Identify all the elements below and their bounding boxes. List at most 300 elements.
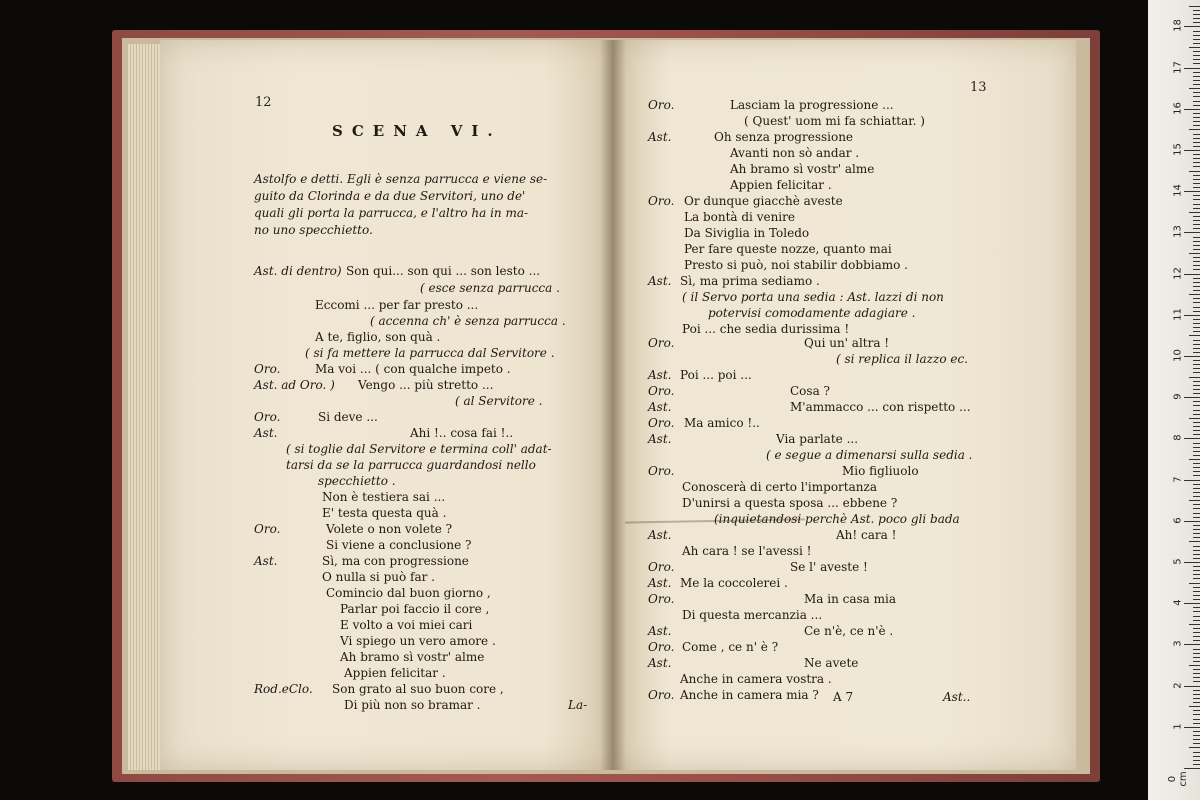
ruler-tick (1193, 550, 1200, 551)
ruler-tick (1193, 278, 1200, 279)
ruler-tick (1189, 129, 1200, 130)
speaker-label: Ast. di dentro) (254, 264, 342, 278)
ruler-tick (1184, 109, 1200, 110)
ruler-tick (1193, 467, 1200, 468)
dialogue-line: Ma in casa mia (804, 592, 897, 606)
dialogue-line: Qui un' altra ! (804, 336, 890, 350)
dialogue-line: Avanti non sò andar . (730, 146, 860, 160)
dialogue-line: Poi ... poi ... (680, 368, 752, 382)
ruler-tick (1184, 356, 1200, 357)
ruler-tick (1193, 175, 1200, 176)
ruler-tick (1193, 138, 1200, 139)
ruler-tick (1193, 101, 1200, 102)
dialogue-line: M'ammacco ... con rispetto ... (790, 400, 971, 414)
ruler-tick (1193, 331, 1200, 332)
catchword-right: Ast.. (943, 690, 971, 704)
ruler-tick (1184, 521, 1200, 522)
speaker-label: Ast. (254, 554, 278, 568)
ruler-tick (1193, 146, 1200, 147)
dialogue-line: Comincio dal buon giorno , (326, 586, 491, 600)
dialogue-line: Ne avete (804, 656, 859, 670)
ruler-tick (1193, 319, 1200, 320)
ruler-tick (1193, 636, 1200, 637)
ruler-tick (1189, 500, 1200, 501)
dialogue-line: Ma voi ... ( con qualche impeto . (315, 362, 511, 376)
page-number-left: 12 (255, 95, 272, 110)
ruler-tick (1193, 599, 1200, 600)
ruler-number: 12 (1172, 266, 1184, 280)
ruler-number: 8 (1172, 434, 1184, 442)
ruler-tick (1193, 18, 1200, 19)
ruler-tick (1184, 480, 1200, 481)
ruler-tick (1193, 752, 1200, 753)
ruler-tick (1193, 710, 1200, 711)
ruler-tick (1193, 323, 1200, 324)
dialogue-line: Di più non so bramar . (344, 698, 481, 712)
ruler-tick (1193, 484, 1200, 485)
stage-direction-line: quali gli porta la parrucca, e l'altro ha in ma- (254, 206, 529, 220)
ruler-tick (1193, 475, 1200, 476)
ruler-tick (1189, 294, 1200, 295)
dialogue-line: Mio figliuolo (842, 464, 919, 478)
dialogue-line: A te, figlio, son quà . (315, 330, 441, 344)
page-edges (128, 44, 160, 770)
ruler-tick (1193, 220, 1200, 221)
ruler-tick (1193, 55, 1200, 56)
ruler-tick (1193, 447, 1200, 448)
ruler-tick (1193, 517, 1200, 518)
dialogue-line: Anche in camera mia ? (680, 688, 819, 702)
ruler-tick (1193, 22, 1200, 23)
ruler-tick (1193, 393, 1200, 394)
dialogue-line: Or dunque giacchè aveste (684, 194, 843, 208)
ruler-tick (1184, 274, 1200, 275)
ruler-tick (1193, 208, 1200, 209)
speaker-label: Ast. (648, 624, 672, 638)
dialogue-line: E' testa questa quà . (322, 506, 447, 520)
dialogue-line: ( accenna ch' è senza parrucca . (370, 314, 566, 328)
ruler-tick (1193, 451, 1200, 452)
ruler-tick (1193, 410, 1200, 411)
ruler-tick (1193, 237, 1200, 238)
ruler-tick (1193, 661, 1200, 662)
ruler-tick (1193, 525, 1200, 526)
dialogue-line: ( si replica il lazzo ec. (836, 352, 968, 366)
ruler-number: 6 (1172, 517, 1184, 524)
speaker-label: Ast. (648, 432, 672, 446)
signature-mark: A 7 (833, 690, 854, 704)
speaker-label: Ast. (648, 400, 672, 414)
ruler-tick (1193, 620, 1200, 621)
ruler-tick (1193, 286, 1200, 287)
ruler-tick (1193, 269, 1200, 270)
ruler-tick (1189, 665, 1200, 666)
stage-direction-line: no uno specchietto. (254, 223, 373, 237)
ruler-tick (1193, 488, 1200, 489)
ruler-tick (1193, 681, 1200, 682)
speaker-label: Oro. (648, 592, 675, 606)
ruler-tick (1193, 574, 1200, 575)
ruler-tick (1193, 434, 1200, 435)
ruler-tick (1193, 298, 1200, 299)
ruler-number: 10 (1172, 349, 1184, 362)
speaker-label: Ast. (648, 130, 672, 144)
speaker-label: Ast. (648, 274, 672, 288)
ruler-tick (1193, 31, 1200, 32)
ruler-number: 13 (1172, 225, 1184, 239)
dialogue-line: O nulla si può far . (322, 570, 435, 584)
ruler-tick (1184, 603, 1200, 604)
dialogue-line: Eccomi ... per far presto ... (315, 298, 479, 312)
ruler-tick (1184, 727, 1200, 728)
ruler-tick (1193, 368, 1200, 369)
ruler-number: 3 (1172, 640, 1184, 648)
ruler-tick (1193, 554, 1200, 555)
ruler-tick (1193, 195, 1200, 196)
ruler-tick (1193, 455, 1200, 456)
dialogue-line: Ce n'è, ce n'è . (804, 624, 894, 638)
dialogue-line: Presto si può, noi stabilir dobbiamo . (684, 258, 908, 272)
ruler-tick (1193, 537, 1200, 538)
ruler-tick (1184, 397, 1200, 398)
ruler-tick (1193, 743, 1200, 744)
ruler-tick (1193, 360, 1200, 361)
ruler-tick (1193, 405, 1200, 406)
ruler-tick (1193, 702, 1200, 703)
ruler-tick (1184, 232, 1200, 233)
ruler-tick (1193, 558, 1200, 559)
ruler-tick (1193, 92, 1200, 93)
ruler-tick (1193, 179, 1200, 180)
ruler-tick (1193, 616, 1200, 617)
ruler-tick (1193, 183, 1200, 184)
ruler-tick (1193, 611, 1200, 612)
speaker-label: Oro. (648, 384, 675, 398)
ruler-tick (1189, 624, 1200, 625)
dialogue-line: Vi spiego un vero amore . (340, 634, 496, 648)
ruler-tick (1193, 657, 1200, 658)
ruler-tick (1193, 344, 1200, 345)
ruler-tick (1193, 302, 1200, 303)
ruler-tick (1193, 290, 1200, 291)
ruler-tick (1193, 760, 1200, 761)
dialogue-line: Lasciam la progressione ... (730, 98, 894, 112)
ruler-tick (1193, 216, 1200, 217)
dialogue-line: Da Siviglia in Toledo (684, 226, 810, 240)
dialogue-line: Si deve ... (318, 410, 378, 424)
ruler-tick (1189, 88, 1200, 89)
ruler-tick (1193, 649, 1200, 650)
ruler-tick (1193, 546, 1200, 547)
speaker-label: Ast. (648, 576, 672, 590)
ruler-tick (1193, 513, 1200, 514)
speaker-label: Oro. (648, 560, 675, 574)
ruler-number: 16 (1172, 101, 1184, 115)
ruler-number: 7 (1172, 475, 1184, 483)
ruler-tick (1189, 541, 1200, 542)
ruler-tick (1193, 640, 1200, 641)
dialogue-line: (inquietandosi perchè Ast. poco gli bada (714, 512, 960, 526)
ruler-tick (1193, 578, 1200, 579)
dialogue-line: Appien felicitar . (730, 178, 832, 192)
speaker-label: Oro. (648, 416, 675, 430)
ruler-tick (1193, 735, 1200, 736)
dialogue-line: Come , ce n' è ? (682, 640, 779, 654)
dialogue-line: potervisi comodamente adagiare . (708, 306, 916, 320)
ruler-tick (1193, 422, 1200, 423)
ruler-number: 9 (1172, 393, 1184, 400)
dialogue-line: Via parlate ... (776, 432, 859, 446)
dialogue-line: Ahi !.. cosa fai !.. (410, 426, 514, 440)
ruler-tick (1193, 714, 1200, 715)
ruler-tick (1193, 471, 1200, 472)
ruler-tick (1193, 533, 1200, 534)
ruler-tick (1193, 249, 1200, 250)
ruler-tick (1193, 632, 1200, 633)
dialogue-line: specchietto . (318, 474, 396, 488)
ruler-tick (1193, 364, 1200, 365)
ruler-tick (1193, 14, 1200, 15)
speaker-label: Oro. (648, 194, 675, 208)
ruler-tick (1184, 315, 1200, 316)
ruler-tick (1193, 63, 1200, 64)
ruler-tick (1193, 10, 1200, 11)
ruler-tick (1193, 591, 1200, 592)
ruler-tick (1189, 47, 1200, 48)
dialogue-line: Ma amico !.. (684, 416, 760, 430)
ruler-tick (1193, 134, 1200, 135)
ruler-tick (1193, 756, 1200, 757)
ruler-tick (1193, 352, 1200, 353)
ruler-tick (1193, 76, 1200, 77)
ruler-tick (1193, 241, 1200, 242)
ruler-tick (1184, 191, 1200, 192)
ruler-tick (1189, 747, 1200, 748)
ruler-tick (1193, 51, 1200, 52)
dialogue-line: Sì, ma prima sediamo . (680, 274, 820, 288)
ruler-tick (1193, 719, 1200, 720)
ruler-tick (1193, 154, 1200, 155)
ruler-number: 18 (1172, 19, 1184, 33)
ruler-tick (1193, 162, 1200, 163)
ruler-tick (1193, 731, 1200, 732)
ruler-tick (1189, 253, 1200, 254)
ruler-tick (1193, 385, 1200, 386)
speaker-label: Ast. (648, 656, 672, 670)
ruler-tick (1193, 607, 1200, 608)
speaker-label: Oro. (648, 640, 675, 654)
dialogue-line: Ah bramo sì vostr' alme (340, 650, 485, 664)
stage-direction-line: guito da Clorinda e da due Servitori, uno de' (254, 189, 526, 203)
ruler-tick (1193, 430, 1200, 431)
ruler-tick (1193, 257, 1200, 258)
ruler-tick (1193, 282, 1200, 283)
ruler-tick (1193, 245, 1200, 246)
ruler-tick (1193, 570, 1200, 571)
ruler-tick (1193, 311, 1200, 312)
ruler-tick (1193, 504, 1200, 505)
ruler-tick (1193, 199, 1200, 200)
ruler-unit-label: 0 cm (1167, 771, 1189, 787)
spine-shadow (600, 40, 626, 770)
ruler-tick (1184, 438, 1200, 439)
ruler-tick (1193, 401, 1200, 402)
ruler-tick (1193, 587, 1200, 588)
ruler-tick (1189, 706, 1200, 707)
ruler-tick (1193, 84, 1200, 85)
dialogue-line: La bontà di venire (684, 210, 795, 224)
dialogue-line: D'unirsi a questa sposa ... ebbene ? (682, 496, 898, 510)
ruler-tick (1193, 187, 1200, 188)
ruler-tick (1193, 508, 1200, 509)
ruler-number: 14 (1172, 184, 1184, 198)
scene-title: SCENA VI. (332, 122, 502, 140)
ruler-number: 11 (1172, 307, 1184, 321)
ruler-tick (1193, 690, 1200, 691)
speaker-label: Oro. (648, 336, 675, 350)
dialogue-line: Son qui... son qui ... son lesto ... (346, 264, 541, 278)
ruler-tick (1193, 381, 1200, 382)
dialogue-line: ( e segue a dimenarsi sulla sedia . (766, 448, 973, 462)
ruler-tick (1193, 142, 1200, 143)
ruler-tick (1189, 212, 1200, 213)
dialogue-line: ( Quest' uom mi fa schiattar. ) (744, 114, 925, 128)
ruler-tick (1189, 171, 1200, 172)
ruler-number: 1 (1172, 723, 1184, 730)
ruler-number: 5 (1172, 558, 1184, 565)
ruler-tick (1193, 43, 1200, 44)
ruler-tick (1193, 529, 1200, 530)
ruler-tick (1193, 158, 1200, 159)
dialogue-line: tarsi da se la parrucca guardandosi nello (286, 458, 536, 472)
ruler-tick (1193, 327, 1200, 328)
ruler-tick (1184, 562, 1200, 563)
ruler-tick (1189, 418, 1200, 419)
dialogue-line: Se l' aveste ! (790, 560, 868, 574)
ruler-tick (1193, 340, 1200, 341)
ruler-tick (1193, 113, 1200, 114)
ruler-tick (1184, 150, 1200, 151)
dialogue-line: Ah cara ! se l'avessi ! (682, 544, 812, 558)
ruler-tick (1184, 644, 1200, 645)
ruler-tick (1193, 694, 1200, 695)
ruler-tick (1193, 121, 1200, 122)
ruler-tick (1193, 389, 1200, 390)
dialogue-line: Sì, ma con progressione (322, 554, 469, 568)
dialogue-line: ( esce senza parrucca . (420, 281, 560, 295)
ruler-tick (1193, 80, 1200, 81)
ruler-tick (1193, 72, 1200, 73)
ruler-tick (1193, 35, 1200, 36)
ruler-number: 4 (1172, 599, 1184, 606)
ruler-tick (1193, 492, 1200, 493)
speaker-label: Oro. (254, 522, 281, 536)
ruler-tick (1189, 377, 1200, 378)
speaker-label: Rod.eClo. (254, 682, 313, 696)
ruler-tick (1193, 463, 1200, 464)
ruler-tick (1193, 307, 1200, 308)
dialogue-line: Parlar poi faccio il core , (340, 602, 490, 616)
stage-direction-line: Astolfo e detti. Egli è senza parrucca e viene se- (254, 172, 548, 186)
ruler-tick (1193, 39, 1200, 40)
ruler-tick (1193, 59, 1200, 60)
dialogue-line: Oh senza progressione (714, 130, 854, 144)
ruler-tick (1189, 583, 1200, 584)
ruler-tick (1184, 26, 1200, 27)
speaker-label: Oro. (648, 464, 675, 478)
dialogue-line: Poi ... che sedia durissima ! (682, 322, 850, 336)
dialogue-line: Non è testiera sai ... (322, 490, 446, 504)
speaker-label: Oro. (648, 688, 675, 702)
ruler-tick (1193, 698, 1200, 699)
dialogue-line: Ah! cara ! (836, 528, 897, 542)
ruler-tick (1193, 628, 1200, 629)
speaker-label: Oro. (254, 410, 281, 424)
ruler-tick (1189, 335, 1200, 336)
dialogue-line: Cosa ? (790, 384, 830, 398)
speaker-label: Ast. (254, 426, 278, 440)
ruler-tick (1193, 566, 1200, 567)
ruler-number: 17 (1172, 60, 1184, 74)
ruler-tick (1193, 443, 1200, 444)
dialogue-line: Anche in camera vostra . (680, 672, 832, 686)
catchword-left: La- (568, 698, 588, 712)
ruler-tick (1193, 669, 1200, 670)
ruler-number: 15 (1172, 143, 1184, 156)
dialogue-line: Ah bramo sì vostr' alme (730, 162, 875, 176)
dialogue-line: Di questa mercanzia ... (682, 608, 823, 622)
ruler-tick (1184, 68, 1200, 69)
speaker-label: Ast. ad Oro. ) (254, 378, 335, 392)
page-number-right: 13 (970, 80, 987, 95)
speaker-label: Oro. (648, 98, 675, 112)
dialogue-line: Me la coccolerei . (680, 576, 788, 590)
dialogue-line: Volete o non volete ? (326, 522, 453, 536)
ruler-tick (1193, 96, 1200, 97)
ruler-tick (1193, 125, 1200, 126)
ruler-tick (1193, 204, 1200, 205)
dialogue-line: ( al Servitore . (455, 394, 543, 408)
dialogue-line: Per fare queste nozze, quanto mai (684, 242, 892, 256)
dialogue-line: Si viene a conclusione ? (326, 538, 472, 552)
ruler-tick (1193, 414, 1200, 415)
ruler-number: 2 (1172, 681, 1184, 689)
dialogue-line: Appien felicitar . (344, 666, 446, 680)
ruler-tick (1193, 653, 1200, 654)
ruler-tick (1193, 496, 1200, 497)
ruler-tick (1193, 348, 1200, 349)
ruler-tick (1193, 261, 1200, 262)
ruler-tick (1193, 117, 1200, 118)
dialogue-line: Son grato al suo buon core , (332, 682, 504, 696)
ruler-tick (1189, 6, 1200, 7)
dialogue-line: E volto a voi miei cari (340, 618, 473, 632)
speaker-label: Ast. (648, 528, 672, 542)
ruler-tick (1193, 764, 1200, 765)
ruler-tick (1193, 228, 1200, 229)
ruler-tick (1193, 224, 1200, 225)
ruler-tick (1193, 723, 1200, 724)
dialogue-line: Conoscerà di certo l'importanza (682, 480, 877, 494)
speaker-label: Ast. (648, 368, 672, 382)
ruler-tick (1193, 739, 1200, 740)
ruler-tick (1193, 166, 1200, 167)
ruler-tick (1189, 459, 1200, 460)
dialogue-line: Vengo ... più stretto ... (358, 378, 494, 392)
ruler-tick (1193, 265, 1200, 266)
dialogue-line: ( si toglie dal Servitore e termina coll' adat- (286, 442, 552, 456)
dialogue-line: ( il Servo porta una sedia : Ast. lazzi di non (682, 290, 944, 304)
